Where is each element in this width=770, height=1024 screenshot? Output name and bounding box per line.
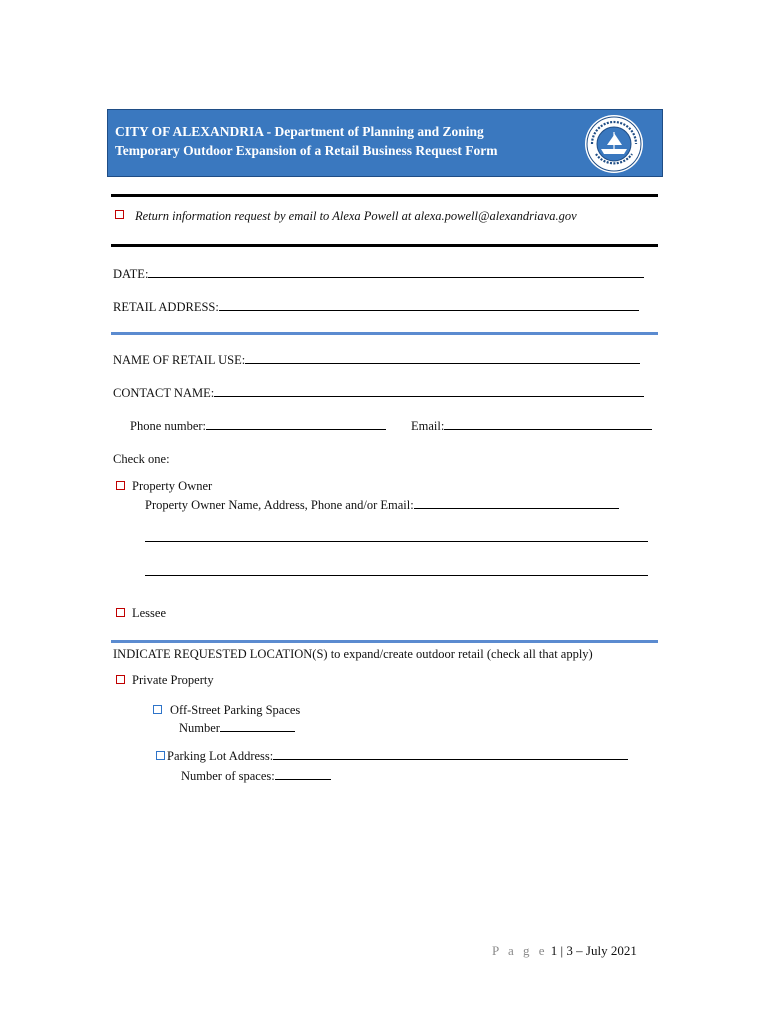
phone-blank[interactable] (206, 419, 386, 430)
property-owner-checkbox[interactable] (116, 481, 125, 490)
form-header (107, 109, 663, 177)
phone-label: Phone number: (130, 419, 207, 433)
date-blank[interactable] (148, 267, 644, 278)
private-property-checkbox[interactable] (116, 675, 125, 684)
parking-lot-address-blank[interactable] (273, 749, 628, 760)
off-street-checkbox[interactable] (153, 705, 162, 714)
contact-name-blank[interactable] (214, 386, 644, 397)
parking-lot-checkbox[interactable] (156, 751, 165, 760)
property-owner-details-field[interactable] (145, 498, 619, 513)
retail-use-field[interactable] (113, 353, 640, 368)
retail-address-blank[interactable] (219, 300, 639, 311)
number-of-spaces-blank[interactable] (275, 769, 331, 780)
retail-address-field[interactable] (113, 300, 639, 315)
section-divider (111, 194, 658, 197)
property-owner-line[interactable] (145, 531, 648, 546)
property-owner-blank-line[interactable] (145, 531, 648, 542)
property-owner-line[interactable] (145, 565, 648, 580)
header-title-line1: CITY OF ALEXANDRIA - Department of Planning and Zoning (115, 124, 484, 139)
check-one-label: Check one: (113, 452, 170, 466)
section-divider (111, 244, 658, 247)
parking-lot-address-field[interactable] (167, 749, 628, 764)
page-word: P a g e (492, 943, 548, 958)
contact-name-label: CONTACT NAME: (113, 386, 215, 400)
return-info-checkbox[interactable] (115, 210, 124, 219)
property-owner-details-label: Property Owner Name, Address, Phone and/or Email: (145, 498, 414, 512)
location-heading: INDICATE REQUESTED LOCATION(S) to expand/create outdoor retail (check all that apply) (113, 647, 593, 661)
lessee-label: Lessee (132, 606, 167, 620)
property-owner-blank-line[interactable] (145, 565, 648, 576)
page-info: 1 | 3 – July 2021 (550, 943, 637, 958)
return-info-text: Return information request by email to Alexa Powell at alexa.powell@alexandriava.gov (135, 209, 577, 223)
off-street-label: Off-Street Parking Spaces (170, 703, 301, 717)
private-property-label: Private Property (132, 673, 214, 687)
retail-use-blank[interactable] (245, 353, 640, 364)
email-field[interactable] (411, 419, 652, 434)
retail-use-label: NAME OF RETAIL USE: (113, 353, 246, 367)
number-of-spaces-field[interactable] (181, 769, 331, 784)
number-blank[interactable] (220, 721, 295, 732)
section-divider (111, 640, 658, 643)
retail-address-label: RETAIL ADDRESS: (113, 300, 219, 314)
date-label: DATE: (113, 267, 149, 281)
contact-name-field[interactable] (113, 386, 644, 401)
header-title-line2: Temporary Outdoor Expansion of a Retail Business Request Form (115, 143, 498, 158)
phone-field[interactable] (130, 419, 386, 434)
parking-lot-address-label: Parking Lot Address: (167, 749, 274, 763)
number-of-spaces-label: Number of spaces: (181, 769, 275, 783)
property-owner-label: Property Owner (132, 479, 213, 493)
email-label: Email: (411, 419, 445, 433)
city-seal-icon (584, 114, 644, 174)
page-footer (492, 943, 637, 959)
email-blank[interactable] (444, 419, 652, 430)
property-owner-details-blank[interactable] (414, 498, 619, 509)
lessee-checkbox[interactable] (116, 608, 125, 617)
section-divider (111, 332, 658, 335)
off-street-number-field[interactable] (179, 721, 295, 736)
number-label: Number (179, 721, 220, 735)
date-field[interactable] (113, 267, 644, 282)
